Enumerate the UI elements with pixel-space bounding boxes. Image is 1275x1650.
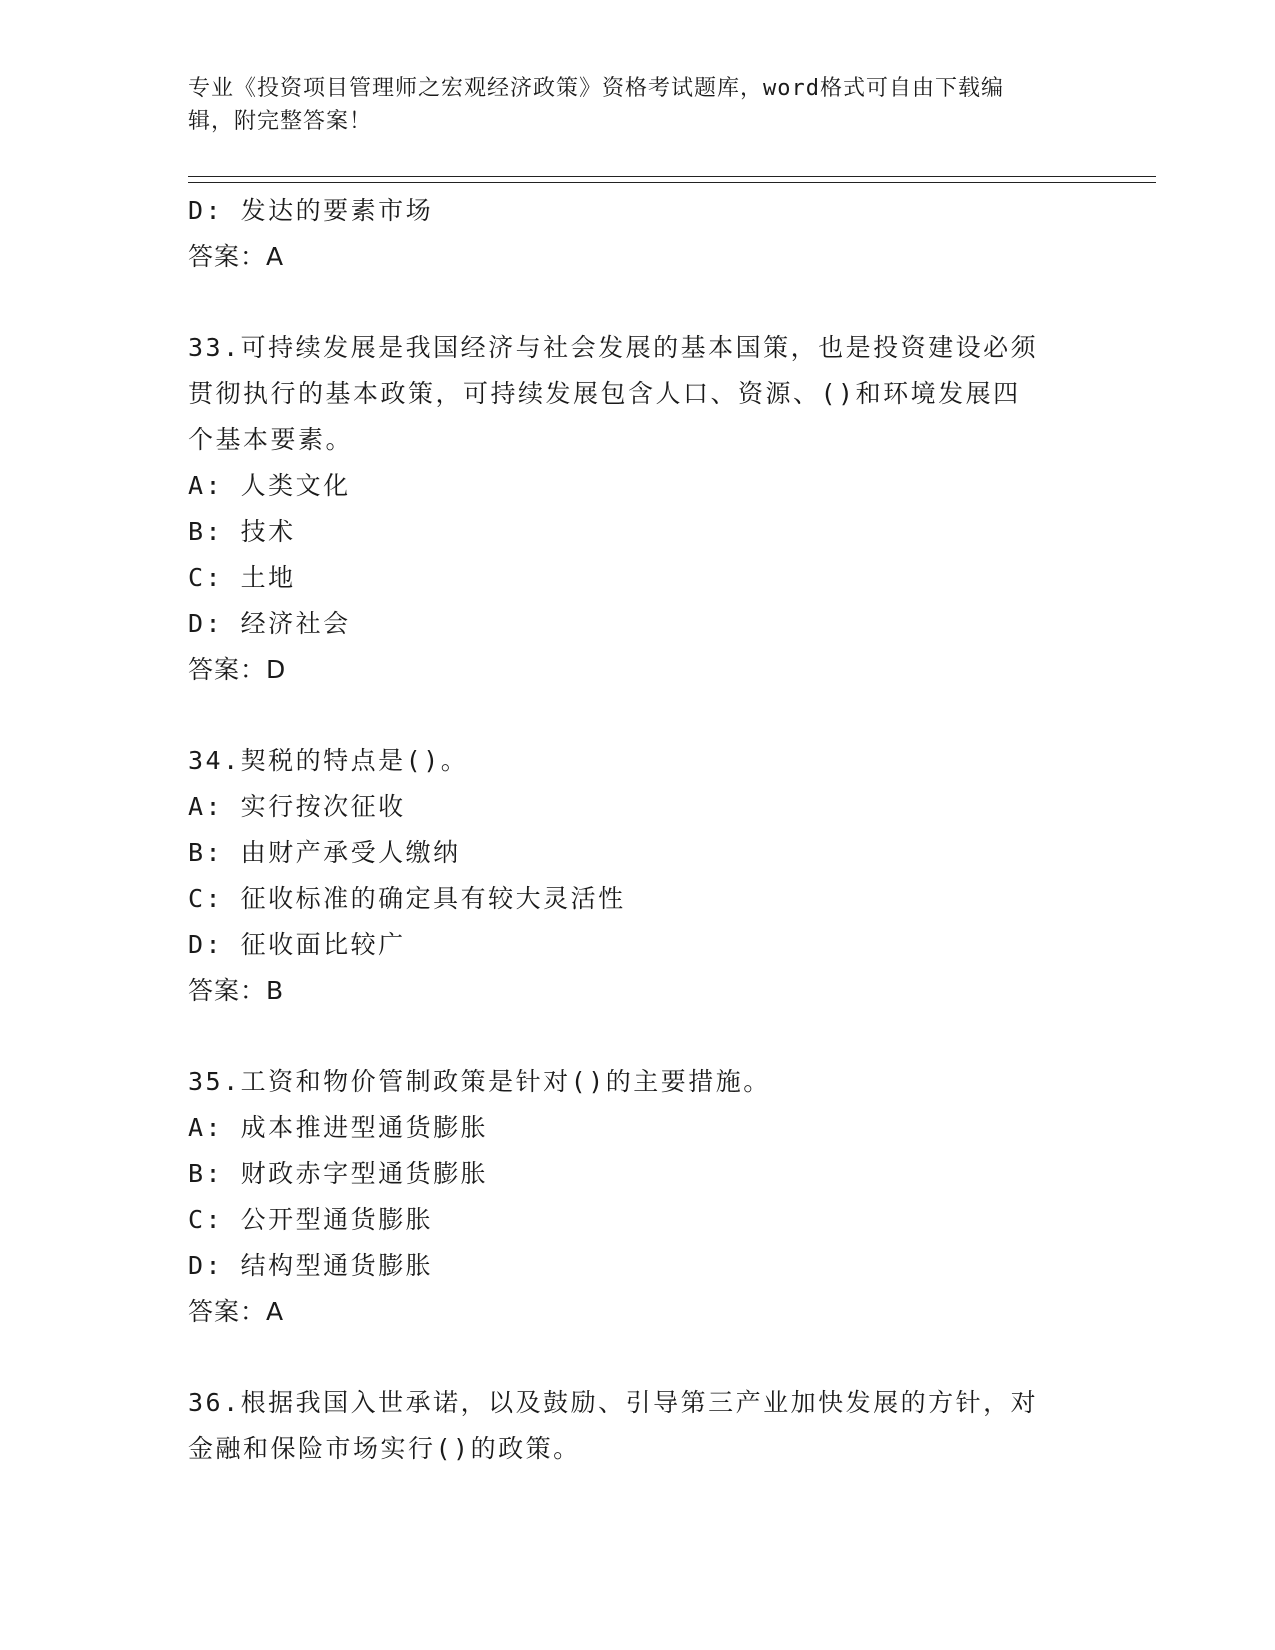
option-d: D: 经济社会: [188, 609, 351, 638]
header-line-2: 辑，附完整答案！: [188, 109, 373, 134]
option-b: B: 由财产承受人缴纳: [188, 838, 461, 867]
question-list: [188, 188, 1088, 1472]
answer-line: 答案：A: [188, 242, 285, 271]
option-a: A: 实行按次征收: [188, 792, 406, 821]
spacer: [188, 693, 1088, 738]
question-stem-line: 34.契税的特点是()。: [188, 746, 469, 775]
option-b: B: 技术: [188, 517, 296, 546]
option-a: A: 成本推进型通货膨胀: [188, 1113, 489, 1142]
spacer: [188, 280, 1088, 325]
answer-line: 答案：B: [188, 976, 285, 1005]
question-33: [188, 325, 1088, 693]
question-stem-line: 金融和保险市场实行()的政策。: [188, 1434, 581, 1463]
option-b: B: 财政赤字型通货膨胀: [188, 1159, 489, 1188]
page-header: [188, 72, 1068, 138]
header-divider-bottom: [188, 182, 1156, 183]
header-line-1: 专业《投资项目管理师之宏观经济政策》资格考试题库，word格式可自由下载编: [188, 76, 1004, 101]
question-34: [188, 738, 1088, 1014]
question-stem-line: 36.根据我国入世承诺，以及鼓励、引导第三产业加快发展的方针，对: [188, 1388, 1039, 1417]
option-c: C: 土地: [188, 563, 296, 592]
option-a: A: 人类文化: [188, 471, 351, 500]
option-d: D: 结构型通货膨胀: [188, 1251, 434, 1280]
question-stem-line: 33.可持续发展是我国经济与社会发展的基本国策，也是投资建设必须: [188, 333, 1039, 362]
question-stem-line: 贯彻执行的基本政策，可持续发展包含人口、资源、()和环境发展四: [188, 379, 1021, 408]
question-stem-line: 35.工资和物价管制政策是针对()的主要措施。: [188, 1067, 771, 1096]
option-d: D: 征收面比较广: [188, 930, 406, 959]
option-c: C: 征收标准的确定具有较大灵活性: [188, 884, 626, 913]
question-stem-line: 个基本要素。: [188, 425, 354, 454]
header-divider-top: [188, 176, 1156, 177]
answer-line: 答案：D: [188, 655, 287, 684]
question-35: [188, 1059, 1088, 1335]
question-36: [188, 1380, 1088, 1472]
option-d: D: 发达的要素市场: [188, 196, 434, 225]
option-c: C: 公开型通货膨胀: [188, 1205, 434, 1234]
spacer: [188, 1014, 1088, 1059]
answer-line: 答案：A: [188, 1297, 285, 1326]
spacer: [188, 1335, 1088, 1380]
